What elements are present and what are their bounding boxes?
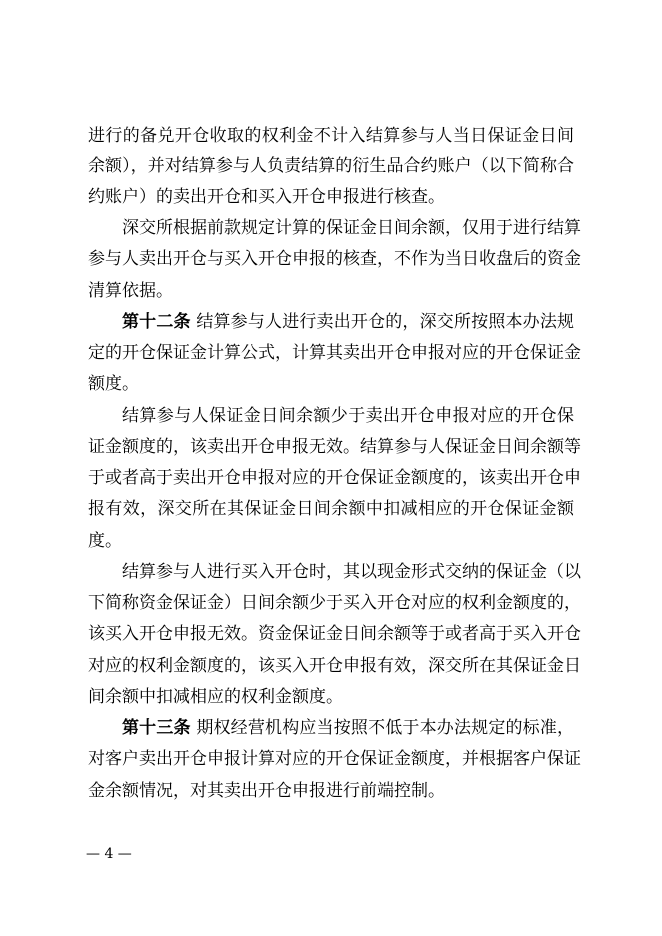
article-13-first-line (122, 716, 574, 740)
paragraph-line: 定的开仓保证金计算公式，计算其卖出开仓申报对应的开仓保证金 (88, 343, 581, 363)
paragraph-line: 报有效，深交所在其保证金日间余额中扣减相应的开仓保证金额 (88, 499, 574, 519)
paragraph-line: 约账户）的卖出开仓和买入开仓申报进行核查。 (88, 187, 445, 207)
article-12-heading: 第十二条 (122, 312, 191, 332)
paragraph-line: 结算参与人保证金日间余额少于卖出开仓申报对应的开仓保 (122, 406, 574, 426)
paragraph-line: 该买入开仓申报无效。资金保证金日间余额等于或者高于买入开仓 (88, 624, 581, 644)
paragraph-line: 金余额情况，对其卖出开仓申报进行前端控制。 (88, 781, 445, 801)
article-13-heading: 第十三条 (122, 718, 191, 738)
paragraph-line: 额度。 (88, 374, 139, 394)
paragraph-text: 期权经营机构应当按照不低于本办法规定的标准， (196, 718, 575, 738)
paragraph-line: 余额），并对结算参与人负责结算的衍生品合约账户（以下简称合 (88, 156, 574, 176)
paragraph-line: 证金额度的，该卖出开仓申报无效。结算参与人保证金日间余额等 (88, 437, 581, 457)
paragraph-line: 度。 (88, 531, 122, 551)
paragraph-line: 下简称资金保证金）日间余额少于买入开仓对应的权利金额度的， (88, 593, 581, 613)
paragraph-line: 间余额中扣减相应的权利金额度。 (88, 687, 343, 707)
paragraph-text: 结算参与人进行卖出开仓的，深交所按照本办法规 (196, 312, 575, 332)
paragraph-line: 深交所根据前款规定计算的保证金日间余额，仅用于进行结算 (122, 218, 581, 238)
paragraph-line: 对应的权利金额度的，该买入开仓申报有效，深交所在其保证金日 (88, 656, 581, 676)
paragraph-line: 对客户卖出开仓申报计算对应的开仓保证金额度，并根据客户保证 (88, 749, 581, 769)
paragraph-line: 清算依据。 (88, 281, 173, 301)
article-12-first-line (122, 310, 574, 334)
paragraph-line: 结算参与人进行买入开仓时，其以现金形式交纳的保证金（以 (122, 562, 581, 582)
paragraph-line: 于或者高于卖出开仓申报对应的开仓保证金额度的，该卖出开仓申 (88, 468, 581, 488)
paragraph-line: 参与人卖出开仓与买入开仓申报的核查，不作为当日收盘后的资金 (88, 249, 581, 269)
paragraph-line: 进行的备兑开仓收取的权利金不计入结算参与人当日保证金日间 (88, 126, 574, 146)
page-number: — 4 — (86, 846, 132, 862)
